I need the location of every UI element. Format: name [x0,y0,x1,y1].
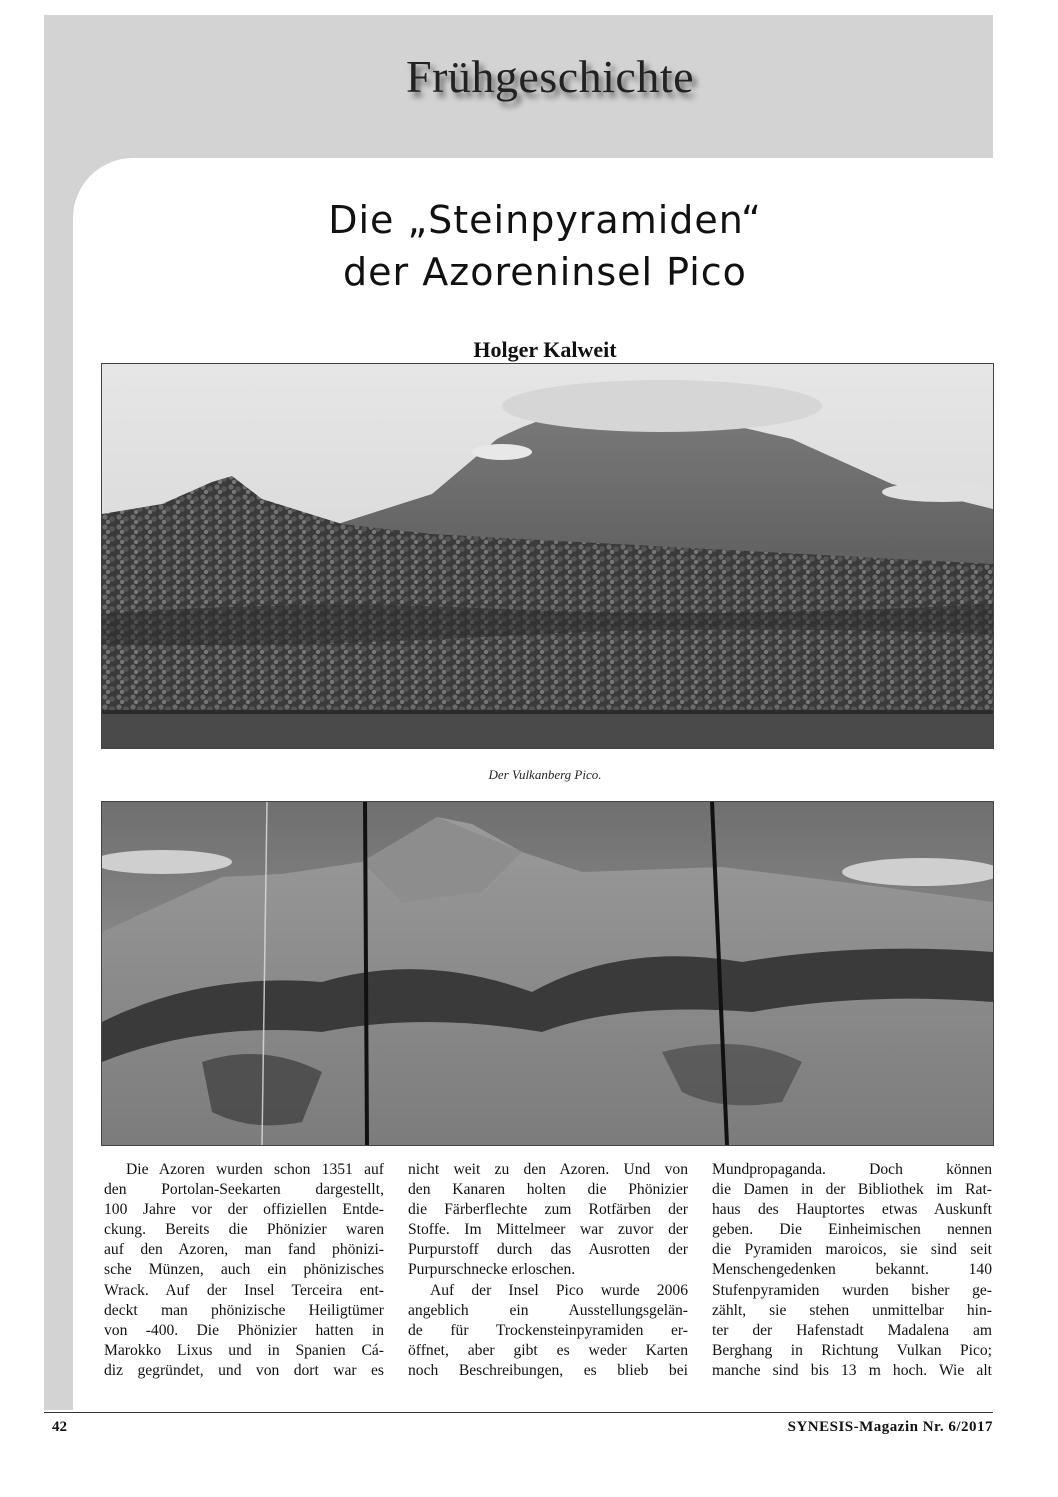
text-line: Marokko Lixus und in Spanien Cá- [104,1341,384,1359]
text-line: Stoffe. Im Mittelmeer war zuvor der [408,1221,688,1239]
section-title: Frühgeschichte [405,51,695,102]
body-column-1 [104,1160,384,1381]
text-line: 100 Jahre vor der offiziellen Entde- [104,1201,384,1219]
text-line: ckung. Bereits die Phönizier waren [104,1221,384,1239]
text-line: den Portolan-Seekarten dargestellt, [104,1181,384,1199]
text-line: geben. Die Einheimischen nennen [712,1221,992,1239]
body-column-3 [712,1160,992,1381]
text-line: sche Münzen, auch ein phönizisches [104,1261,384,1279]
text-line: zählt, sie stehen unmittelbar hin- [712,1301,992,1319]
text-line: deckt man phönizische Heiligtümer [104,1301,384,1319]
page-number: 42 [52,1419,67,1435]
text-line: Menschengedenken bekannt. 140 [712,1261,992,1279]
text-line: die Färberflechte zum Rotfärben der [408,1201,688,1219]
text-line: den Kanaren holten die Phönizier [408,1181,688,1199]
article-title-line-1: Die „Steinpyramiden“ [328,198,762,242]
text-line: nicht weit zu den Azoren. Und von [408,1161,688,1178]
text-line: Purpurschnecke erloschen. [408,1261,576,1279]
text-line: ter der Hafenstadt Madalena am [712,1321,992,1339]
text-line: Purpurstoff durch das Ausrotten der [408,1241,688,1259]
text-line: diz gegründet, und von dort war es [104,1361,384,1379]
article-author: Holger Kalweit [473,337,617,362]
text-line: Wrack. Auf der Insel Terceira ent- [104,1281,384,1299]
text-line: noch Beschreibungen, es blieb bei [408,1361,688,1379]
text-line: Stufenpyramiden wurden bisher ge- [712,1281,992,1299]
text-line: die Pyramiden maroicos, sie sind seit [712,1241,992,1259]
photo1-caption: Der Vulkanberg Pico. [488,767,602,782]
text-line: Die Azoren wurden schon 1351 auf [126,1161,384,1178]
text-line: manche sind bis 13 m hoch. Wie alt [712,1361,992,1379]
body-column-2 [408,1160,688,1381]
text-line: angeblich ein Ausstellungsgelän- [408,1301,688,1319]
text-line: Berghang in Richtung Vulkan Pico; [712,1341,992,1359]
text-line: die Damen in der Bibliothek im Rat- [712,1181,992,1199]
text-line: Mundpropaganda. Doch können [712,1161,992,1178]
footer-rule [44,1412,993,1413]
text-line: de für Trockensteinpyramiden er- [408,1321,688,1339]
text-line: von -400. Die Phönizier hatten in [104,1321,384,1339]
text-line: auf den Azoren, man fand phönizi- [104,1241,384,1259]
text-line: Auf der Insel Pico wurde 2006 [430,1281,688,1299]
text-line: haus des Hauptortes etwas Auskunft [712,1201,992,1219]
magazine-issue: SYNESIS-Magazin Nr. 6/2017 [787,1419,993,1435]
photo-crater-panorama [101,801,994,1146]
photo-pico-volcano [101,363,994,749]
article-title [95,194,995,298]
article-title-line-2: der Azoreninsel Pico [343,250,747,294]
text-line: öffnet, aber gibt es weder Karten [408,1341,688,1359]
